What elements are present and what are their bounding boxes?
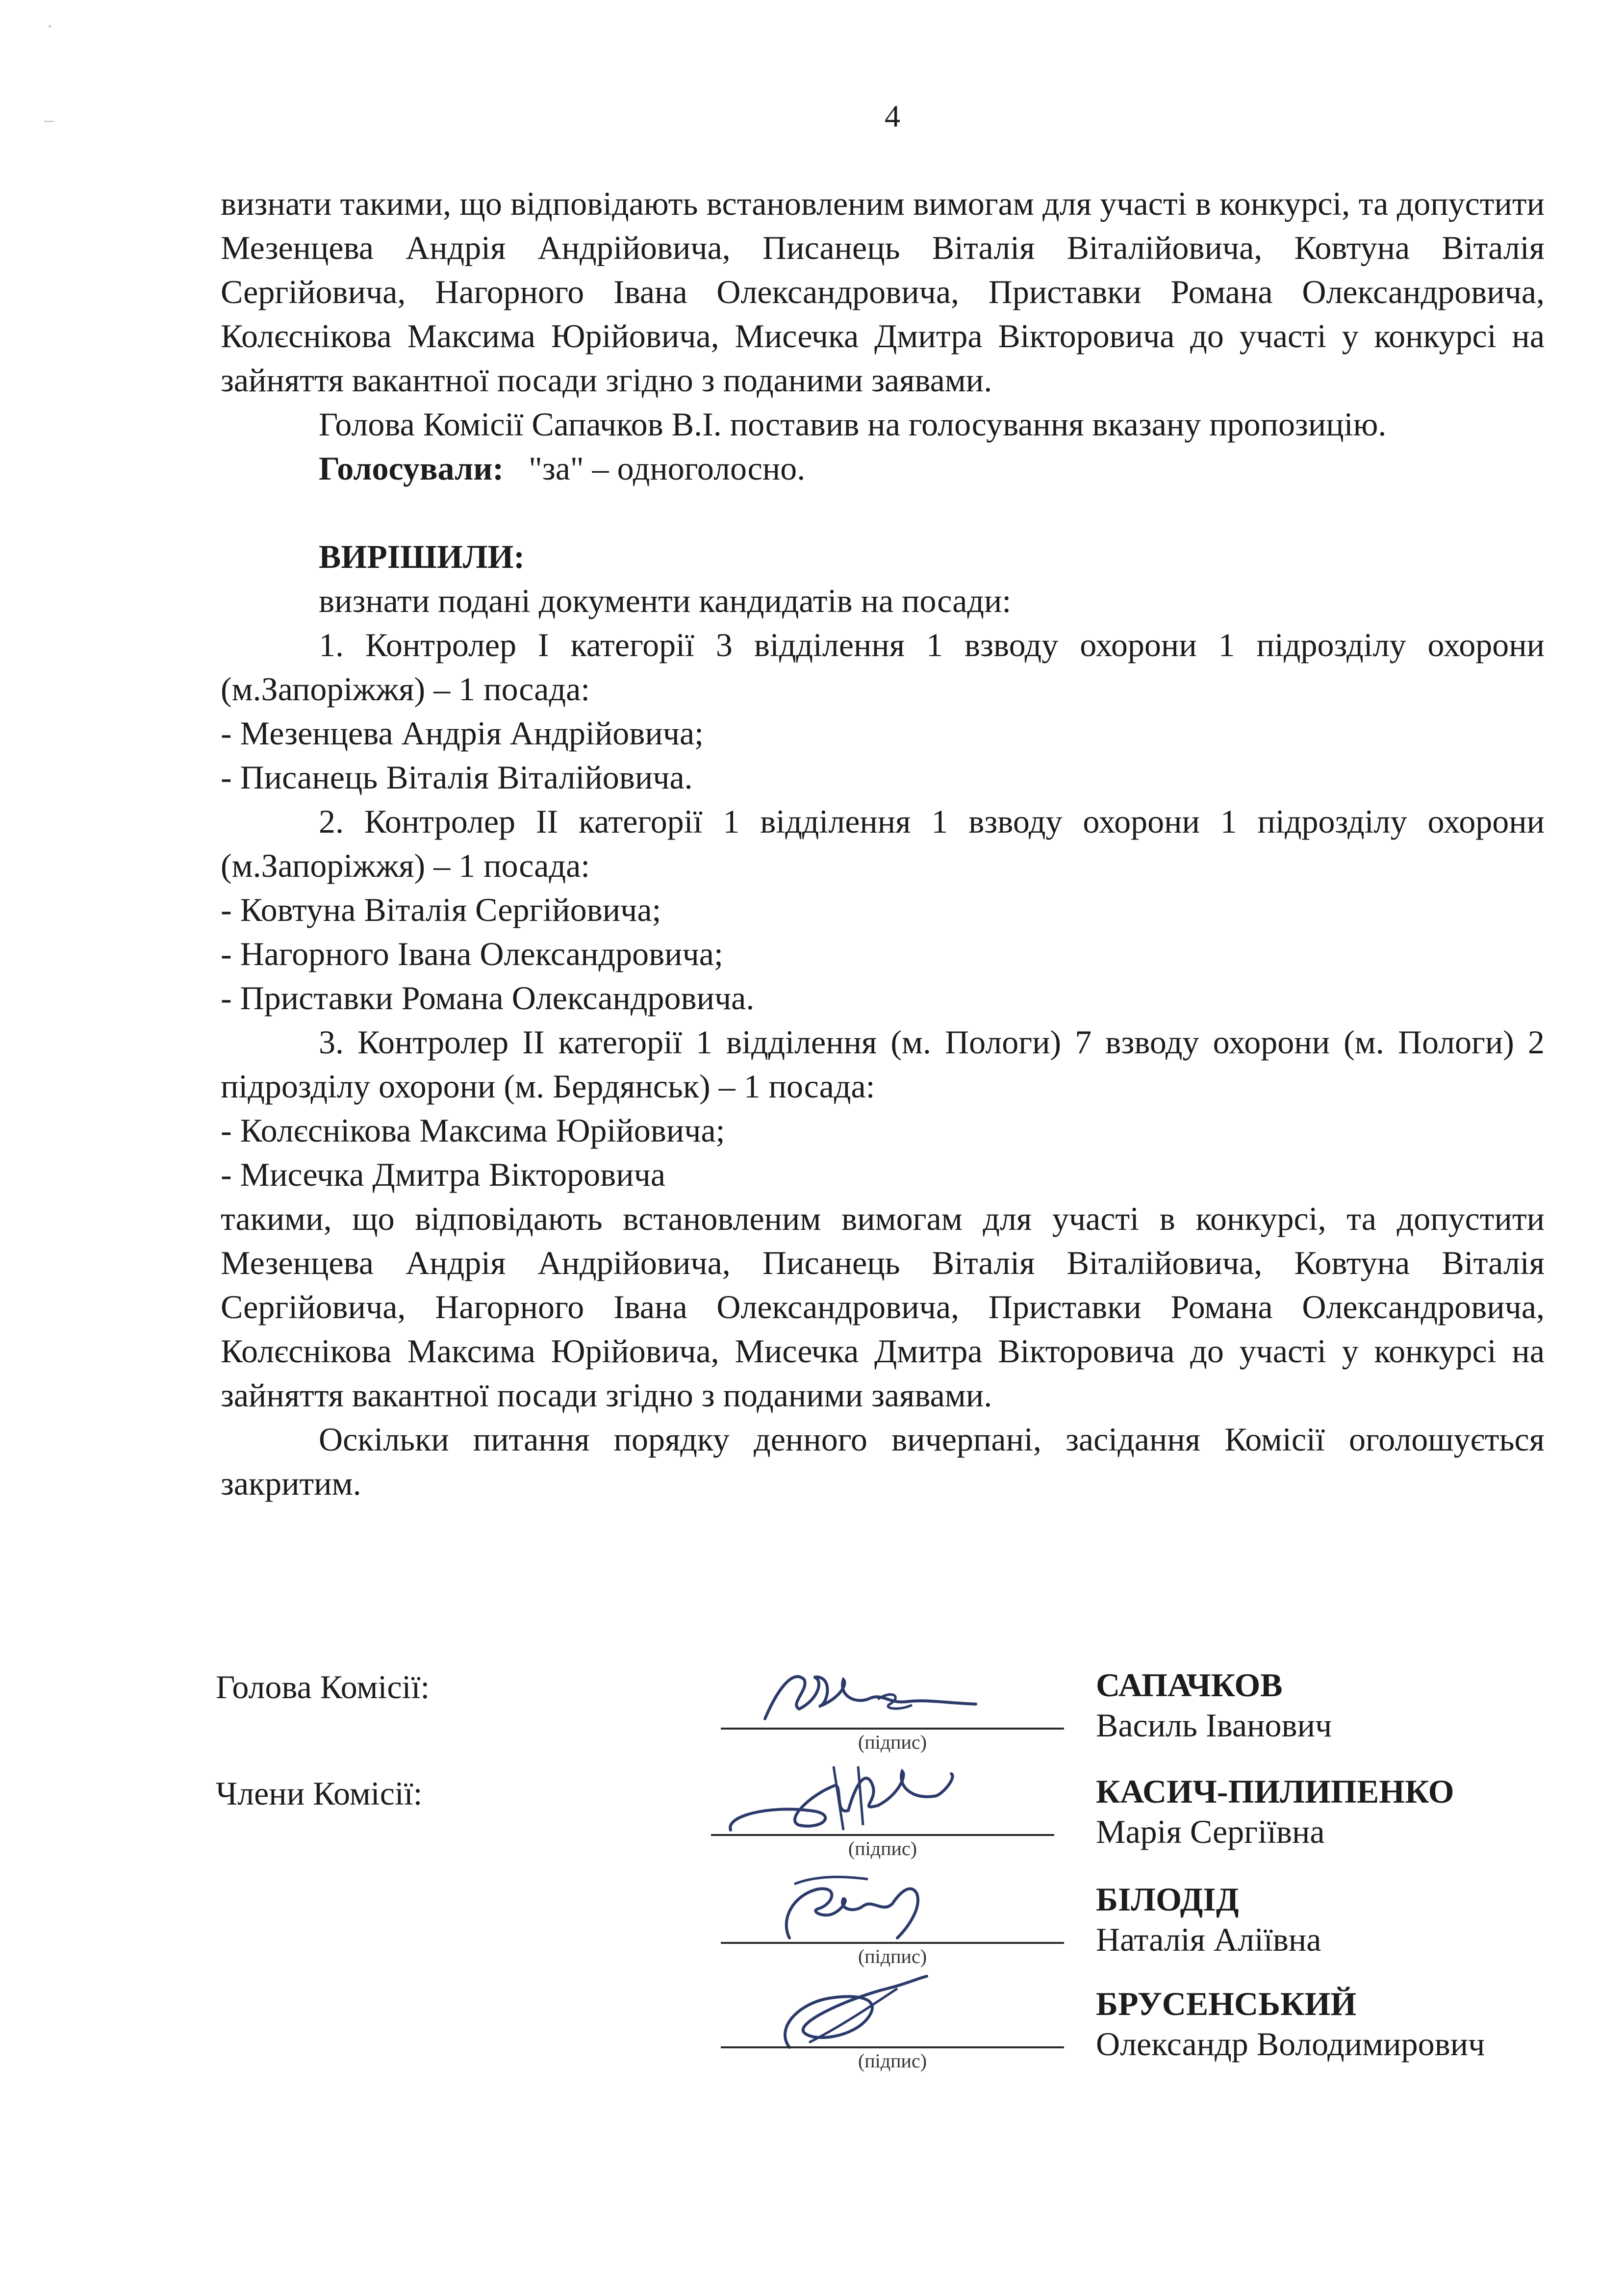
signature-row-member	[216, 1984, 1559, 2082]
candidate-item: - Приставки Романа Олександровича.	[221, 979, 755, 1017]
signatory-name: Марія Сергіївна	[1096, 1813, 1325, 1850]
signature-caption: (підпис)	[858, 2050, 927, 2072]
document-body	[221, 181, 1545, 1505]
candidate-item: - Мисечка Дмитра Вікторовича	[221, 1156, 666, 1193]
signature-line	[721, 1942, 1064, 1944]
position-item-2: 2. Контролер ІІ категорії 1 відділення 1 взводу охорони 1 підрозділу охорони (м.Запоріжжя) – 1 посада:	[221, 803, 1545, 884]
signatory-name: Олександр Володимирович	[1096, 2025, 1485, 2063]
signature-caption: (підпис)	[858, 1731, 927, 1753]
signature-area	[721, 1665, 1064, 1763]
signatory-surname: САПАЧКОВ	[1096, 1666, 1283, 1704]
signature-line	[711, 1834, 1054, 1836]
decided-intro: визнати подані документи кандидатів на посади:	[319, 582, 1012, 619]
signature-area	[721, 1879, 1064, 1977]
vote-value: "за" – одноголосно.	[529, 450, 806, 487]
signatory-surname: БІЛОДІД	[1096, 1881, 1239, 1918]
signatory-name: Наталія Аліївна	[1096, 1921, 1321, 1958]
signatory-name: Василь Іванович	[1096, 1707, 1332, 1744]
signatory	[1096, 1984, 1485, 2064]
signature-line	[721, 2046, 1064, 2048]
signatory-surname: БРУСЕНСЬКИЙ	[1096, 1985, 1357, 2022]
vote-label: Голосували:	[319, 450, 504, 487]
candidate-item: - Мезенцева Андрія Андрійовича;	[221, 714, 704, 752]
paragraph-vote-proposal: Голова Комісії Сапачков В.І. поставив на голосування вказану пропозицію.	[319, 406, 1387, 443]
signature-row-member	[216, 1771, 1559, 1869]
paragraph-closing: Оскільки питання порядку денного вичерпані, засідання Комісії оголошується закритим.	[221, 1421, 1545, 1502]
candidate-item: - Писанець Віталія Віталійовича.	[221, 759, 693, 796]
candidate-item: - Ковтуна Віталія Сергійовича;	[221, 891, 661, 928]
signature-row-chair	[216, 1665, 1559, 1763]
signature-caption: (підпис)	[858, 1945, 927, 1967]
signatory	[1096, 1665, 1332, 1745]
decided-heading: ВИРІШИЛИ:	[319, 538, 525, 575]
signature-area	[721, 1984, 1064, 2082]
candidate-item: - Колєснікова Максима Юрійовича;	[221, 1112, 725, 1149]
signature-caption: (підпис)	[848, 1837, 917, 1860]
signature-line	[721, 1728, 1064, 1730]
members-label: Члени Комісії:	[216, 1775, 423, 1812]
paragraph-admission: визнати такими, що відповідають встановленим вимогам для участі в конкурсі, та допустити Мезенцева Андрія Андрійовича, Писанець Віталія Віталійовича, Ковтуна Віталія Сергійовича, Нагорного Івана Олександровича, Приставки Романа Олександровича, Колєснікова Максима Юрійовича, Мисечка Дмитра Вікторовича до участі у конкурсі на зайняття вакантної посади згідно з поданими заявами.	[221, 185, 1545, 399]
vote-result	[221, 446, 1545, 490]
scan-mark: ·	[47, 15, 53, 37]
signatory-surname: КАСИЧ-ПИЛИПЕНКО	[1096, 1773, 1454, 1810]
position-item-3: 3. Контролер ІІ категорії 1 відділення (м. Пологи) 7 взводу охорони (м. Пологи) 2 підрозділу охорони (м. Бердянськ) – 1 посада:	[221, 1023, 1545, 1105]
signatory	[1096, 1771, 1454, 1852]
signatory	[1096, 1879, 1321, 1960]
paragraph-decision: такими, що відповідають встановленим вимогам для участі в конкурсі, та допустити Мезенцева Андрія Андрійовича, Писанець Віталія Віталійовича, Ковтуна Віталія Сергійовича, Нагорного Івана Олександровича, Приставки Романа Олександровича, Колєснікова Максима Юрійовича, Мисечка Дмитра Вікторовича до участі у конкурсі на зайняття вакантної посади згідно з поданими заявами.	[221, 1200, 1545, 1414]
page-number: 4	[885, 99, 900, 133]
signature-row-member	[216, 1879, 1559, 1977]
chair-label: Голова Комісії:	[216, 1668, 430, 1706]
position-item-1: 1. Контролер І категорії 3 відділення 1 взводу охорони 1 підрозділу охорони (м.Запоріжжя) – 1 посада:	[221, 626, 1545, 708]
candidate-item: - Нагорного Івана Олександровича;	[221, 935, 723, 972]
scan-mark: –	[44, 108, 54, 130]
signature-area	[711, 1771, 1054, 1869]
